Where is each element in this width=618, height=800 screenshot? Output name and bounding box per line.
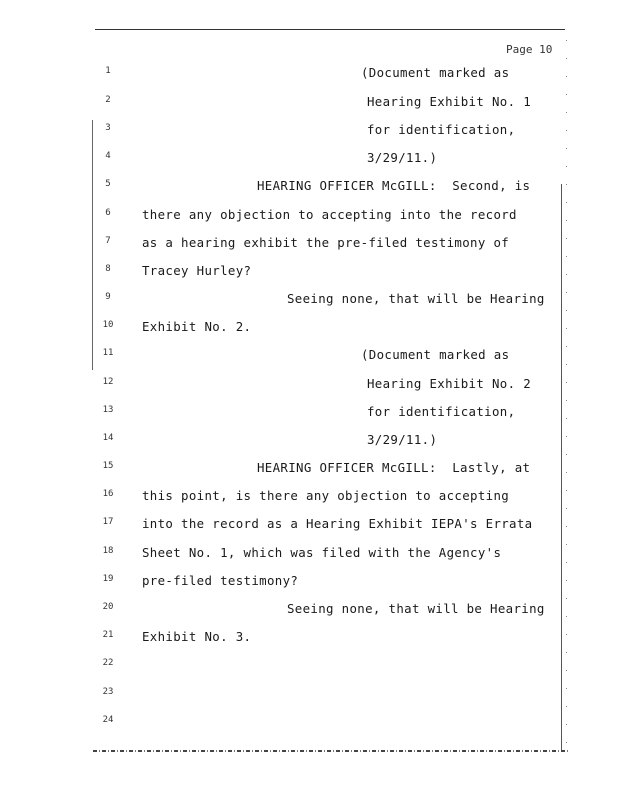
bottom-rule [93, 750, 568, 752]
line-number: 20 [102, 602, 114, 612]
line-number: 7 [105, 236, 111, 246]
line-text: Seeing none, that will be Hearing [287, 291, 545, 306]
line-number: 16 [102, 489, 114, 499]
line-number: 8 [105, 264, 111, 274]
line-number: 22 [102, 658, 114, 668]
line-text: into the record as a Hearing Exhibit IEPA's Errata [142, 516, 533, 531]
line-text: Hearing Exhibit No. 2 [367, 376, 532, 391]
line-number: 19 [102, 574, 114, 584]
line-number: 13 [102, 405, 114, 415]
line-text: Seeing none, that will be Hearing [287, 601, 545, 616]
line-number: 21 [102, 630, 114, 640]
line-text: (Document marked as [361, 347, 510, 362]
line-text: for identification, [367, 404, 516, 419]
line-text: as a hearing exhibit the pre-filed testimony of [142, 235, 510, 250]
line-text: there any objection to accepting into the record [142, 207, 517, 222]
line-text: HEARING OFFICER McGILL: Second, is [257, 178, 531, 193]
top-rule [95, 29, 565, 30]
line-number: 10 [102, 320, 114, 330]
line-number: 15 [102, 461, 114, 471]
line-number: 12 [102, 377, 114, 387]
line-text: Sheet No. 1, which was filed with the Agency's [142, 545, 502, 560]
right-margin-bar [561, 184, 562, 750]
line-number: 23 [102, 687, 114, 697]
line-text: Tracey Hurley? [142, 263, 252, 278]
line-number: 9 [105, 292, 111, 302]
line-number: 18 [102, 546, 114, 556]
page-number: Page 10 [506, 43, 553, 56]
line-text: HEARING OFFICER McGILL: Lastly, at [257, 460, 531, 475]
left-margin-bar [92, 120, 93, 370]
line-number: 11 [102, 348, 114, 358]
right-edge-dots [566, 40, 567, 750]
line-number: 4 [105, 151, 111, 161]
line-number: 6 [105, 208, 111, 218]
line-number: 5 [105, 179, 111, 189]
line-text: Exhibit No. 2. [142, 319, 252, 334]
line-number: 17 [102, 517, 114, 527]
line-text: Exhibit No. 3. [142, 629, 252, 644]
line-number: 2 [105, 95, 111, 105]
line-number: 24 [102, 715, 114, 725]
line-number: 14 [102, 433, 114, 443]
line-text: pre-filed testimony? [142, 573, 299, 588]
line-text: 3/29/11.) [367, 432, 438, 447]
line-number: 1 [105, 66, 111, 76]
line-text: 3/29/11.) [367, 150, 438, 165]
line-number: 3 [105, 123, 111, 133]
line-text: Hearing Exhibit No. 1 [367, 94, 532, 109]
line-text: (Document marked as [361, 65, 510, 80]
line-text: this point, is there any objection to accepting [142, 488, 510, 503]
line-text: for identification, [367, 122, 516, 137]
